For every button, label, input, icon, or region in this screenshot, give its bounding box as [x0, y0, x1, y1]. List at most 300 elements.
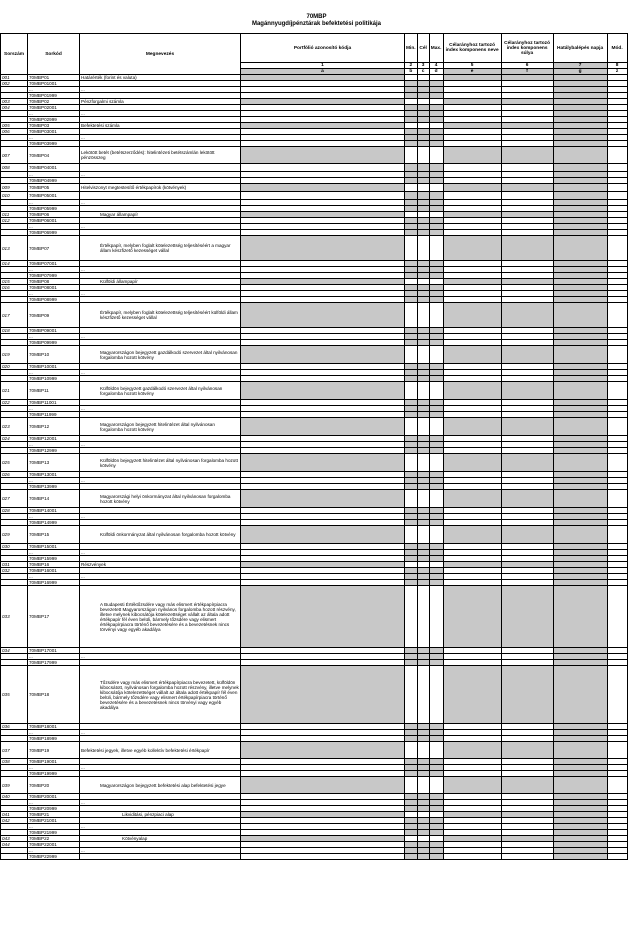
row-code: 70MBP21999	[28, 830, 80, 836]
row-name: Részvények	[80, 562, 241, 568]
table-row	[1, 742, 628, 759]
row-code: 70MBP12999	[28, 448, 80, 454]
cell-index-name	[443, 192, 501, 200]
cell-index-name	[443, 236, 501, 261]
cell-cel	[417, 742, 429, 759]
cell-portfolio	[241, 192, 405, 200]
cell-index-weight	[501, 346, 553, 364]
col-min: Min.	[405, 34, 418, 63]
row-code: ...	[28, 442, 80, 448]
row-serial: 007	[1, 147, 28, 164]
row-code: 70MBP16999	[28, 580, 80, 586]
cell-index-name	[443, 586, 501, 648]
row-serial: 004	[1, 105, 28, 111]
colnum-cell: 6	[501, 63, 553, 69]
row-code: 70MBP21001	[28, 818, 80, 824]
policy-table	[0, 33, 628, 860]
row-name: ...	[80, 550, 241, 556]
row-code: 70MBP12	[28, 418, 80, 436]
cell-effective-date	[553, 586, 607, 648]
row-serial: 038	[1, 759, 28, 765]
row-serial: 028	[1, 508, 28, 514]
row-name	[80, 164, 241, 172]
cell-portfolio	[241, 303, 405, 328]
cell-effective-date	[553, 303, 607, 328]
cell-effective-date	[553, 454, 607, 472]
cell-min	[405, 490, 418, 508]
row-code: ...	[28, 514, 80, 520]
row-code: ...	[28, 267, 80, 273]
row-code: 70MBP07999	[28, 273, 80, 279]
row-code: 70MBP16001	[28, 568, 80, 574]
cell-cel	[417, 184, 429, 192]
cell-mod	[607, 147, 627, 164]
cell-mod	[607, 586, 627, 648]
colnum-cell: 8	[607, 63, 627, 69]
col-cel: Cél	[417, 34, 429, 63]
row-name: Külföldön bejegyzett hitelintézet által nyilvánosan forgalomba hozott kötvény	[80, 454, 241, 472]
row-serial: 043	[1, 836, 28, 842]
col-celarany-nev: Célarányhoz tartozó index komponens neve	[443, 34, 501, 63]
cell-index-name	[443, 346, 501, 364]
row-serial: 032	[1, 568, 28, 574]
cell-min	[405, 236, 418, 261]
row-code: ...	[28, 765, 80, 771]
table-body	[1, 75, 628, 860]
row-name: ...	[80, 730, 241, 736]
cell-min	[405, 742, 418, 759]
row-code: ...	[28, 334, 80, 340]
cell-min	[405, 454, 418, 472]
cell-max	[429, 490, 443, 508]
row-code: ...	[28, 224, 80, 230]
cell-max	[429, 854, 443, 860]
row-serial: 011	[1, 212, 28, 218]
colletter-cell: d	[429, 69, 443, 75]
cell-max	[429, 184, 443, 192]
row-code: 70MBP05999	[28, 206, 80, 212]
table-row	[1, 526, 628, 544]
row-code: ...	[28, 111, 80, 117]
cell-min	[405, 666, 418, 724]
row-serial: 010	[1, 192, 28, 200]
row-code: 70MBP12001	[28, 436, 80, 442]
cell-index-name	[443, 526, 501, 544]
cell-index-weight	[501, 526, 553, 544]
cell-max	[429, 164, 443, 172]
cell-index-name	[443, 147, 501, 164]
row-serial: 036	[1, 724, 28, 730]
row-serial: 041	[1, 812, 28, 818]
table-row	[1, 490, 628, 508]
cell-index-weight	[501, 184, 553, 192]
row-serial: 044	[1, 842, 28, 848]
cell-cel	[417, 490, 429, 508]
cell-index-weight	[501, 454, 553, 472]
row-name: Külföldi állampapír	[80, 279, 241, 285]
table-row	[1, 184, 628, 192]
row-code: ...	[28, 824, 80, 830]
col-celarany-suly: Célarányhoz tartozó index komponens súlya	[501, 34, 553, 63]
row-serial: 003	[1, 99, 28, 105]
row-serial: 024	[1, 436, 28, 442]
cell-effective-date	[553, 526, 607, 544]
cell-min	[405, 777, 418, 794]
row-code: 70MBP06999	[28, 230, 80, 236]
cell-mod	[607, 666, 627, 724]
row-name: Likviditási, pénzpiaci alap	[80, 812, 241, 818]
row-code: 70MBP13999	[28, 484, 80, 490]
cell-index-weight	[501, 236, 553, 261]
row-serial: 005	[1, 123, 28, 129]
row-name: ...	[80, 514, 241, 520]
row-name	[80, 192, 241, 200]
col-hatalyba: Hatálybalépés napja	[553, 34, 607, 63]
row-serial: 020	[1, 364, 28, 370]
row-code: 70MBP18999	[28, 736, 80, 742]
cell-cel	[417, 382, 429, 400]
colnum-cell: 4	[429, 63, 443, 69]
cell-portfolio	[241, 382, 405, 400]
row-serial: 040	[1, 794, 28, 800]
table-row	[1, 236, 628, 261]
row-code: 70MBP20001	[28, 794, 80, 800]
row-serial: 012	[1, 218, 28, 224]
row-code: 70MBP04	[28, 147, 80, 164]
cell-effective-date	[553, 346, 607, 364]
cell-min	[405, 418, 418, 436]
row-code: ...	[28, 172, 80, 178]
row-serial: 023	[1, 418, 28, 436]
row-name: Magyarországon bejegyzett befektetési alap befektetési jegye	[80, 777, 241, 794]
row-code: 70MBP05001	[28, 192, 80, 200]
row-name: Magyarországi helyi önkormányzat által nyilvánosan forgalomba hozott kötvény	[80, 490, 241, 508]
row-name: ...	[80, 334, 241, 340]
row-code: 70MBP10001	[28, 364, 80, 370]
row-code: 70MBP03001	[28, 129, 80, 135]
row-code: 70MBP01001	[28, 81, 80, 87]
cell-mod	[607, 490, 627, 508]
row-code: 70MBP08001	[28, 285, 80, 291]
col-megnevezes: Megnevezés	[80, 34, 241, 75]
row-code: 70MBP17001	[28, 648, 80, 654]
colletter-cell: f	[501, 69, 553, 75]
cell-cel	[417, 418, 429, 436]
cell-max	[429, 147, 443, 164]
cell-effective-date	[553, 742, 607, 759]
row-code: 70MBP03999	[28, 141, 80, 147]
row-code: 70MBP08999	[28, 297, 80, 303]
cell-index-name	[443, 854, 501, 860]
row-serial: 014	[1, 261, 28, 267]
row-name: ...	[80, 654, 241, 660]
row-serial: 027	[1, 490, 28, 508]
cell-cel	[417, 666, 429, 724]
cell-index-name	[443, 666, 501, 724]
cell-min	[405, 346, 418, 364]
cell-portfolio	[241, 346, 405, 364]
row-name	[80, 854, 241, 860]
row-name: Külföldi önkormányzat által nyilvánosan forgalomba hozott kötvény	[80, 526, 241, 544]
row-name: Kötvényalap	[80, 836, 241, 842]
cell-effective-date	[553, 777, 607, 794]
row-name: ...	[80, 478, 241, 484]
cell-mod	[607, 236, 627, 261]
cell-portfolio	[241, 854, 405, 860]
row-name: ...	[80, 267, 241, 273]
row-code: 70MBP07001	[28, 261, 80, 267]
cell-portfolio	[241, 742, 405, 759]
row-name: Külföldön bejegyzett gazdálkodó szervezet által nyilvánosan forgalomba hozott kötvény	[80, 382, 241, 400]
row-code: 70MBP09	[28, 303, 80, 328]
cell-index-name	[443, 454, 501, 472]
table-row	[1, 666, 628, 724]
cell-cel	[417, 586, 429, 648]
row-code: 70MBP06	[28, 212, 80, 218]
row-code: 70MBP20	[28, 777, 80, 794]
row-name: ...	[80, 291, 241, 297]
cell-mod	[607, 303, 627, 328]
row-code: ...	[28, 200, 80, 206]
cell-min	[405, 184, 418, 192]
row-name: ...	[80, 87, 241, 93]
row-name: ...	[80, 824, 241, 830]
cell-cel	[417, 147, 429, 164]
colletter-cell: g	[553, 69, 607, 75]
cell-portfolio	[241, 666, 405, 724]
row-code: ...	[28, 406, 80, 412]
cell-portfolio	[241, 147, 405, 164]
row-code: 70MBP04001	[28, 164, 80, 172]
row-name: Magyarországon bejegyzett gazdálkodó szervezet által nyilvánosan forgalomba hozott kötvény	[80, 346, 241, 364]
table-row	[1, 164, 628, 172]
header-row	[1, 34, 628, 63]
cell-portfolio	[241, 586, 405, 648]
cell-portfolio	[241, 490, 405, 508]
cell-index-weight	[501, 418, 553, 436]
row-serial: 013	[1, 236, 28, 261]
report-subtitle: Magánnyugdíjpénztárak befektetési politikája	[251, 20, 382, 27]
cell-min	[405, 192, 418, 200]
row-serial: 015	[1, 279, 28, 285]
row-name: ...	[80, 765, 241, 771]
row-serial: 002	[1, 81, 28, 87]
row-name: Magyarországon bejegyzett hitelintézet által nyilvánosan forgalomba hozott kötvény	[80, 418, 241, 436]
cell-min	[405, 382, 418, 400]
cell-portfolio	[241, 454, 405, 472]
cell-max	[429, 418, 443, 436]
colletter-cell: a	[241, 69, 405, 75]
cell-effective-date	[553, 490, 607, 508]
cell-index-weight	[501, 164, 553, 172]
row-code: 70MBP14001	[28, 508, 80, 514]
cell-max	[429, 666, 443, 724]
row-name: ...	[80, 200, 241, 206]
cell-index-weight	[501, 303, 553, 328]
row-name: A Budapesti Értéktőzsdére vagy más elismert értékpapírpiacra bevezetett Magyarországon nyilvános forgalomba hozott részvény, illetve melynek kibocsátója kötelezettséget vállalt az általa adott értékpapír fél éven belüli, bármely tőzsdére vagy elismert értékpapírpiacra történő bevezetésére és a bevezetésnek nincs törvényi vagy egyéb akadálya	[80, 586, 241, 648]
cell-min	[405, 164, 418, 172]
cell-portfolio	[241, 418, 405, 436]
colnum-cell: 7	[553, 63, 607, 69]
cell-index-name	[443, 490, 501, 508]
row-code: 70MBP09001	[28, 328, 80, 334]
cell-effective-date	[553, 418, 607, 436]
row-code: 70MBP10999	[28, 376, 80, 382]
table-row	[1, 382, 628, 400]
table-row	[1, 346, 628, 364]
colletter-cell: b	[405, 69, 418, 75]
row-code: 70MBP15001	[28, 544, 80, 550]
cell-min	[405, 147, 418, 164]
row-serial: 006	[1, 129, 28, 135]
row-name: ...	[80, 800, 241, 806]
col-sorszam: Sorszám	[1, 34, 28, 75]
cell-mod	[607, 184, 627, 192]
row-code: 70MBP01999	[28, 93, 80, 99]
cell-index-name	[443, 742, 501, 759]
cell-mod	[607, 454, 627, 472]
row-code: ...	[28, 654, 80, 660]
row-code: 70MBP11	[28, 382, 80, 400]
row-code: 70MBP05	[28, 184, 80, 192]
cell-index-weight	[501, 382, 553, 400]
cell-max	[429, 454, 443, 472]
colletter-cell: c	[417, 69, 429, 75]
row-code: 70MBP22999	[28, 854, 80, 860]
cell-effective-date	[553, 854, 607, 860]
row-code: 70MBP14	[28, 490, 80, 508]
row-name: ...	[80, 172, 241, 178]
row-name: ...	[80, 224, 241, 230]
cell-mod	[607, 382, 627, 400]
cell-max	[429, 742, 443, 759]
cell-max	[429, 586, 443, 648]
cell-index-weight	[501, 147, 553, 164]
row-code: ...	[28, 135, 80, 141]
row-name: Befektetési jegyek, illetve egyéb kollektív befektetési értékpapír	[80, 742, 241, 759]
cell-cel	[417, 192, 429, 200]
row-name: Lekötött betét (betétszerződés): hitelintézeti betétszámlán lekötött pénzösszeg	[80, 147, 241, 164]
colnum-cell: 2	[405, 63, 418, 69]
row-serial: 042	[1, 818, 28, 824]
row-serial: 037	[1, 742, 28, 759]
row-code: 70MBP22001	[28, 842, 80, 848]
row-code: 70MBP07	[28, 236, 80, 261]
cell-portfolio	[241, 184, 405, 192]
cell-mod	[607, 192, 627, 200]
cell-index-name	[443, 184, 501, 192]
row-name: ...	[80, 574, 241, 580]
cell-mod	[607, 742, 627, 759]
col-portfolio: Portfólió azonosító kódja	[241, 34, 405, 63]
cell-min	[405, 303, 418, 328]
cell-max	[429, 346, 443, 364]
cell-index-name	[443, 164, 501, 172]
row-name: Értékpapír, melyben foglalt kötelezettség teljesítéséért a magyar állam készfizető kezességet vállal	[80, 236, 241, 261]
cell-effective-date	[553, 192, 607, 200]
row-code: 70MBP02	[28, 99, 80, 105]
cell-cel	[417, 236, 429, 261]
row-serial: 031	[1, 562, 28, 568]
row-code: 70MBP15	[28, 526, 80, 544]
row-serial: 039	[1, 777, 28, 794]
row-name: ...	[80, 406, 241, 412]
cell-mod	[607, 854, 627, 860]
cell-effective-date	[553, 164, 607, 172]
row-serial	[1, 854, 28, 860]
col-sorkod: Sorkód	[28, 34, 80, 75]
row-name: Határérték (forint és valuta)	[80, 75, 241, 81]
cell-effective-date	[553, 236, 607, 261]
row-code: 70MBP18001	[28, 724, 80, 730]
row-code: 70MBP19	[28, 742, 80, 759]
cell-index-weight	[501, 666, 553, 724]
row-serial: 018	[1, 328, 28, 334]
row-code: ...	[28, 370, 80, 376]
row-code: 70MBP10	[28, 346, 80, 364]
cell-portfolio	[241, 164, 405, 172]
row-code: 70MBP20999	[28, 806, 80, 812]
row-name: Pénzforgalmi számla	[80, 99, 241, 105]
row-name: ...	[80, 848, 241, 854]
row-code: 70MBP13001	[28, 472, 80, 478]
cell-max	[429, 236, 443, 261]
table-row	[1, 777, 628, 794]
cell-max	[429, 192, 443, 200]
cell-max	[429, 526, 443, 544]
cell-index-weight	[501, 490, 553, 508]
row-serial: 026	[1, 472, 28, 478]
row-name: ...	[80, 442, 241, 448]
row-code: 70MBP16	[28, 562, 80, 568]
row-code: ...	[28, 848, 80, 854]
row-code: 70MBP06001	[28, 218, 80, 224]
cell-effective-date	[553, 184, 607, 192]
colnum-cell: 1	[241, 63, 405, 69]
cell-mod	[607, 164, 627, 172]
cell-cel	[417, 303, 429, 328]
row-serial: 034	[1, 648, 28, 654]
cell-portfolio	[241, 777, 405, 794]
row-serial: 017	[1, 303, 28, 328]
row-code: 70MBP04999	[28, 178, 80, 184]
row-code: 70MBP11001	[28, 400, 80, 406]
cell-cel	[417, 454, 429, 472]
colletter-cell: z	[607, 69, 627, 75]
row-name: Értékpapír, melyben foglalt kötelezettség teljesítéséért külföldi állam készfizető kezességet vállal	[80, 303, 241, 328]
row-code: ...	[28, 478, 80, 484]
row-code: ...	[28, 574, 80, 580]
row-code: 70MBP11999	[28, 412, 80, 418]
cell-index-name	[443, 777, 501, 794]
colnum-cell: 5	[443, 63, 501, 69]
row-serial: 033	[1, 586, 28, 648]
cell-index-weight	[501, 192, 553, 200]
table-row	[1, 854, 628, 860]
colnum-cell: 3	[417, 63, 429, 69]
cell-min	[405, 854, 418, 860]
row-serial: 019	[1, 346, 28, 364]
row-name: ...	[80, 370, 241, 376]
colletter-cell: e	[443, 69, 501, 75]
row-code: 70MBP17999	[28, 660, 80, 666]
cell-cel	[417, 164, 429, 172]
cell-cel	[417, 346, 429, 364]
row-code: 70MBP15999	[28, 556, 80, 562]
row-code: 70MBP18	[28, 666, 80, 724]
row-name: Hitelviszonyt megtestesítő értékpapírok (kötvények)	[80, 184, 241, 192]
cell-min	[405, 586, 418, 648]
